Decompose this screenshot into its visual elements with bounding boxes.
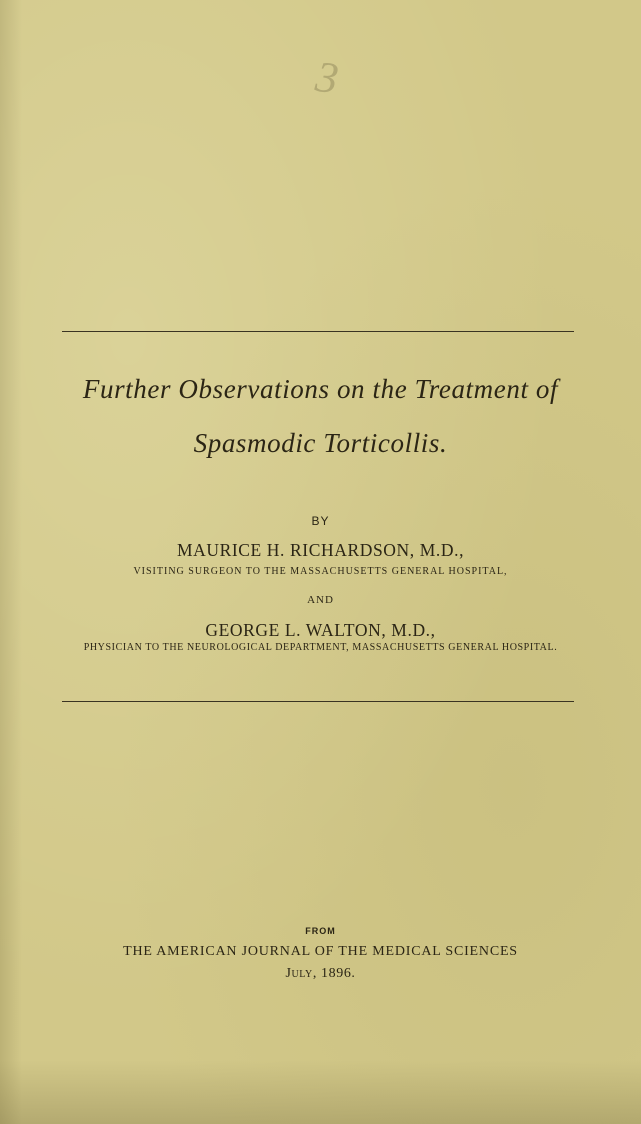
author-1-name: MAURICE H. RICHARDSON, M.D., <box>176 540 465 560</box>
source-from-label: FROM <box>305 926 336 936</box>
source-journal: THE AMERICAN JOURNAL OF THE MEDICAL SCIENCES <box>123 944 518 959</box>
title-line-2: Spasmodic Torticollis. <box>193 428 448 458</box>
author-2-name: GEORGE L. WALTON, M.D., <box>205 620 436 640</box>
byline-and: AND <box>307 594 334 606</box>
top-rule-divider <box>62 331 574 332</box>
byline-by: BY <box>311 514 330 528</box>
bottom-rule-divider <box>62 701 574 702</box>
source-date: July, 1896. <box>285 966 356 981</box>
author-2-affiliation: PHYSICIAN TO THE NEUROLOGICAL DEPARTMENT, MASSACHUSETTS GENERAL HOSPITAL. <box>83 642 558 653</box>
title-line-1: Further Observations on the Treatment of <box>82 374 559 404</box>
pencil-annotation: 3 <box>312 51 342 104</box>
author-1-affiliation: VISITING SURGEON TO THE MASSACHUSETTS GENERAL HOSPITAL, <box>133 566 508 577</box>
